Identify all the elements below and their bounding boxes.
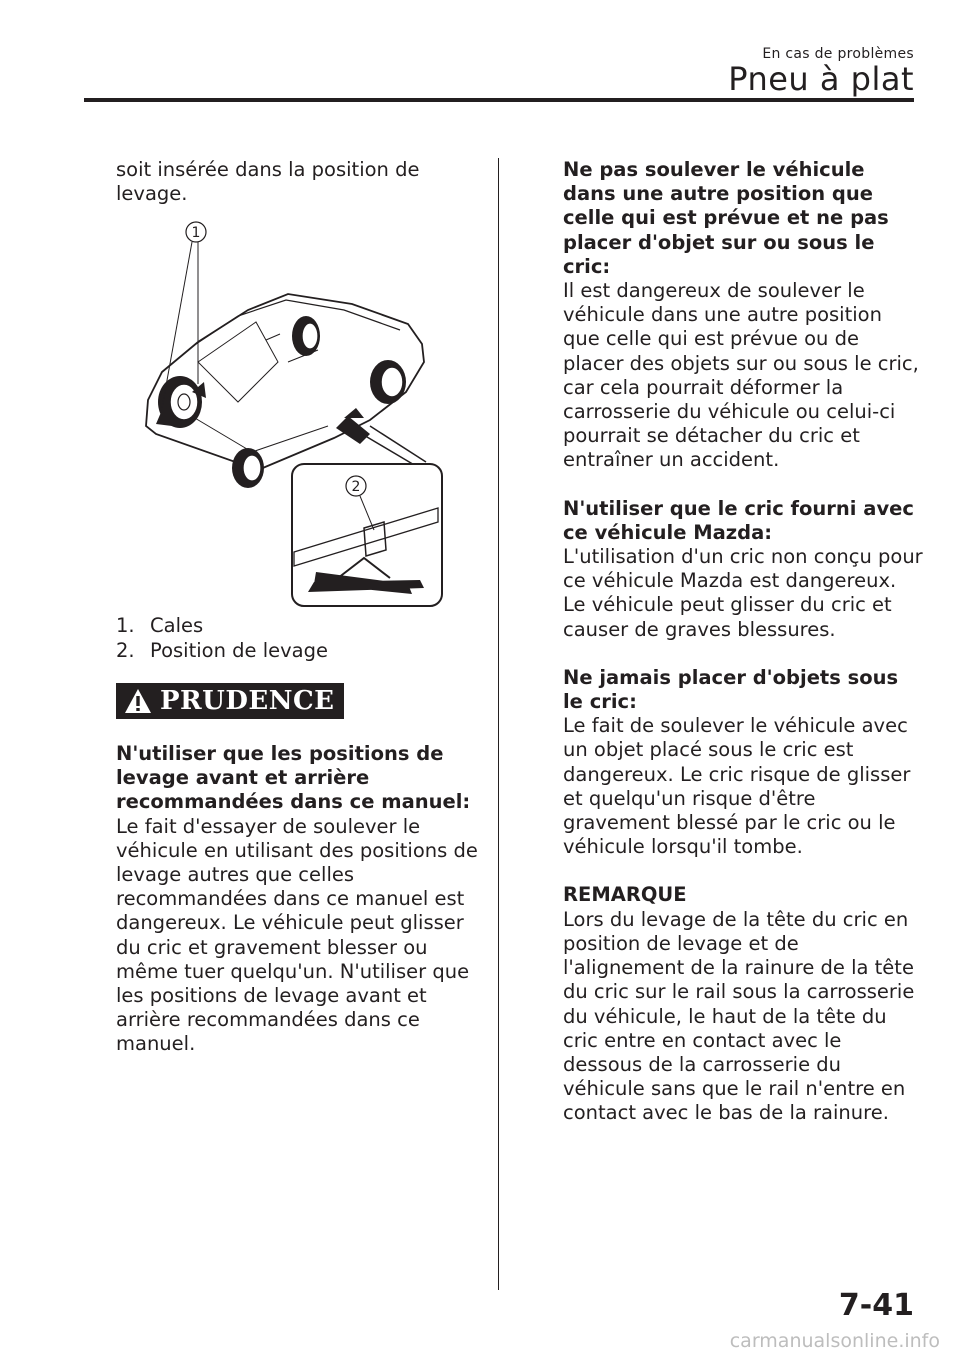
rear-right-wheel-icon [292,316,320,356]
warning-body: Le fait d'essayer de soulever le véhicule en utilisant des positions de levage autres que celles recommandées dans ce manuel est dangereux. Le véhicule peut glisser du cric et gravement blesser ou même tuer quelqu'un. N'utiliser que les positions de levage avant et arrière recommandées dans ce manuel. [116,814,478,1056]
callout-1: 1 [191,225,201,242]
block2-body: L'utilisation d'un cric non conçu pour ce véhicule Mazda est dangereux. Le véhicule peut glisser du cric et causer de graves blessures. [563,545,923,641]
page-title: Pneu à plat [728,60,914,98]
rear-wheel-icon [370,360,406,404]
jack-figure [138,212,458,608]
warning-triangle-icon [124,688,152,714]
legend-text: Cales [150,614,204,638]
block2-heading: N'utiliser que le cric fourni avec ce véhicule Mazda: [563,496,914,544]
column-divider [498,158,499,1290]
block1-heading: Ne pas soulever le véhicule dans une autre position que celle qui est prévue et ne pas placer d'objet sur ou sous le cric: [563,158,889,278]
block3-heading: Ne jamais placer d'objets sous le cric: [563,665,899,714]
legend-number: 1. [116,614,135,638]
section-label: En cas de problèmes [762,46,914,62]
legend-number: 2. [116,638,135,662]
watermark: carmanualsonline.info [729,1330,940,1352]
block1-body: Il est dangereux de soulever le véhicule dans une autre position que celle qui est prévue ou de placer des objets sur ou sous le cric, car cela pourrait déformer la carrosserie du véhicule ou celui-ci pourrait se détacher du cric et entraîner un accident. [563,279,919,472]
block3-body: Le fait de soulever le véhicule avec un objet placé sous le cric est dangereux. Le cric risque de glisser et quelqu'un risque d'être gravement blessé par le cric ou le véhicule lorsqu'il tombe. [563,714,911,859]
legend-item [116,639,480,663]
right-column [563,158,923,1126]
legend-text: Position de levage [150,638,328,662]
warning-heading: N'utiliser que les positions de levage avant et arrière recommandées dans ce manuel: [116,742,471,814]
figure-legend [116,614,480,662]
front-left-wheel-icon [232,448,264,488]
note-body: Lors du levage de la tête du cric en position de levage et de l'alignement de la rainure de la tête du cric sur le rail sous la carrosserie du véhicule, le haut de la tête du cric entre en contact avec le dessous de la carrosserie du véhicule sans que le rail n'entre en contact avec le bas de la rainure. [563,907,915,1125]
callout-2: 2 [351,479,361,496]
left-column [116,158,480,1057]
legend-item [116,614,480,638]
header-rule [84,98,914,102]
prudence-label: PRUDENCE [160,685,335,716]
car-jack-illustration [138,212,458,608]
jack-small-icon [336,408,370,444]
prudence-banner [116,683,344,719]
note-heading: REMARQUE [563,883,687,907]
intro-text: soit insérée dans la position de levage. [116,158,420,206]
page-number: 7-41 [838,1288,914,1323]
